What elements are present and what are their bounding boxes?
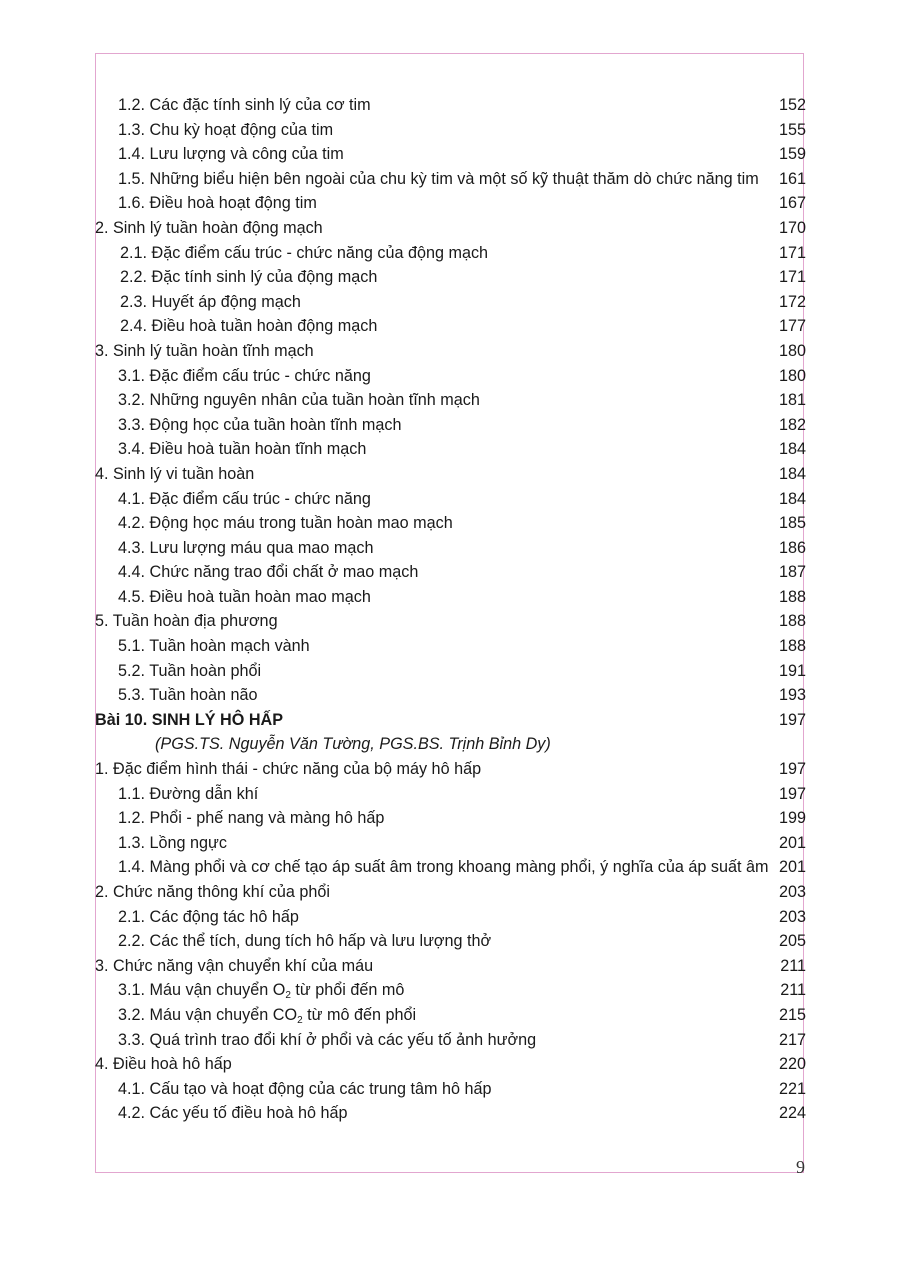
toc-entry-page: 171 [778,243,806,262]
toc-entry [0,93,901,118]
toc-entry-title: 2.1. Đặc điểm cấu trúc - chức năng của động mạch [120,243,489,262]
toc-entry-title: 2.4. Điều hoà tuần hoàn động mạch [120,317,378,336]
toc-entry-title: 5.3. Tuần hoàn não [118,686,258,705]
toc-entry-page: 180 [778,366,806,385]
toc-entry-page: 201 [778,858,806,877]
toc-entry-page: 224 [778,1104,806,1123]
toc-entry-title: Bài 10. SINH LÝ HÔ HẤP [95,710,283,729]
toc-entry [0,609,901,634]
toc-entry-page: 199 [778,809,806,828]
toc-entry-page: 217 [778,1030,806,1049]
toc-entry [0,1028,901,1053]
toc-entry [0,585,901,610]
toc-entry-title: 3.1. Máu vận chuyển $O_2$ từ phổi đến mô [118,981,405,1002]
toc-entry-page: 193 [778,686,806,705]
toc-entry-title: 1.3. Chu kỳ hoạt động của tim [118,120,334,139]
toc-entry [0,487,901,512]
toc-entry [0,462,901,487]
toc-entry-title: 3.3. Động học của tuần hoàn tĩnh mạch [118,415,402,434]
toc-entry-page: 161 [778,169,806,188]
toc-entry-page: 167 [778,194,806,213]
toc-entry-page: 152 [778,96,806,114]
toc-entry-title: 3.2. Máu vận chuyển $CO_2$ từ mô đến phổi [118,1005,417,1026]
toc-entry-page: 171 [778,268,806,287]
toc-entry [0,241,901,266]
toc-entry [0,806,901,831]
toc-entry [0,314,901,339]
toc-entry-page: 201 [778,833,806,852]
toc-entry-page: 185 [778,514,806,533]
toc-entry-title: 2. Chức năng thông khí của phổi [95,883,330,901]
toc-entry-title: 4. Điều hoà hô hấp [95,1055,232,1074]
toc-entry-page: 184 [778,440,806,459]
toc-entry [0,1003,901,1028]
toc-entry-page: 186 [778,538,806,557]
toc-entry [0,388,901,413]
toc-entry [0,413,901,438]
toc-entry-page: 159 [778,145,806,164]
toc-entry-title: 4.2. Động học máu trong tuần hoàn mao mạch [118,514,453,533]
toc-entry [0,142,901,167]
toc-entry-page: 188 [778,637,806,656]
toc-entry [0,339,901,364]
toc-entry [0,437,901,462]
toc-entry-title: 3.3. Quá trình trao đổi khí ở phổi và các yếu tố ảnh hưởng [118,1030,537,1049]
toc-entry-page: 181 [778,391,806,410]
toc-entry-title: 3.2. Những nguyên nhân của tuần hoàn tĩnh mạch [118,391,480,410]
toc-entry-page: 203 [778,883,806,901]
toc-entry-title: 5.1. Tuần hoàn mạch vành [118,637,310,656]
toc-entry [0,978,901,1003]
toc-entry-title: 1.1. Đường dẫn khí [118,784,259,803]
toc-entry [0,855,901,880]
toc-entry [0,1052,901,1077]
toc-entry-title: 2.3. Huyết áp động mạch [120,292,301,311]
toc-entry [0,782,901,807]
toc-entry-page: 155 [778,120,806,139]
toc-entry-page: 221 [778,1079,806,1098]
toc-entry-page: 211 [780,956,806,975]
toc-entry-page: 197 [778,784,806,803]
toc-entry-page: 177 [778,317,806,336]
toc-entry [0,118,901,143]
toc-entry-title: 1.2. Các đặc tính sinh lý của cơ tim [118,96,371,114]
toc-entry-title: 1.3. Lồng ngực [118,833,227,852]
toc-entry-title: 2.2. Các thể tích, dung tích hô hấp và lưu lượng thở [118,932,492,951]
toc-entry-title: 4.2. Các yếu tố điều hoà hô hấp [118,1104,348,1123]
toc-entry-page: 205 [778,932,806,951]
toc-entry-page: 187 [778,563,806,582]
toc-entry [0,1077,901,1102]
table-of-contents [0,93,901,1126]
toc-entry-title: 4.1. Cấu tạo và hoạt động của các trung tâm hô hấp [118,1079,492,1098]
toc-entry-page: 203 [778,907,806,926]
toc-entry-title: 4.5. Điều hoà tuần hoàn mao mạch [118,587,371,606]
toc-entry-page: 172 [778,292,806,311]
toc-entry [0,536,901,561]
toc-entry-page: 197 [778,760,806,779]
toc-entry-page: 191 [778,661,806,680]
toc-entry [0,905,901,930]
toc-entry-title: 1.6. Điều hoà hoạt động tim [118,194,317,213]
toc-entry-title: 2.2. Đặc tính sinh lý của động mạch [120,268,378,287]
toc-entry [0,216,901,241]
toc-entry-title: 1.4. Lưu lượng và công của tim [118,145,344,164]
toc-entry-title: (PGS.TS. Nguyễn Văn Tường, PGS.BS. Trịnh Bỉnh Dy) [155,735,551,754]
toc-entry [0,560,901,585]
toc-entry-page: 215 [778,1005,806,1024]
toc-entry [0,191,901,216]
toc-entry-title: 1.2. Phổi - phế nang và màng hô hấp [118,809,385,828]
toc-entry-page: 184 [778,464,806,483]
toc-entry-page: 211 [780,981,806,1000]
toc-entry-title: 4.4. Chức năng trao đổi chất ở mao mạch [118,563,419,582]
toc-entry [0,954,901,979]
toc-entry-page: 182 [778,415,806,434]
toc-entry [0,265,901,290]
toc-entry-page: 197 [778,710,806,729]
chapter-heading [0,708,901,733]
toc-entry [0,290,901,315]
toc-entry-title: 4.3. Lưu lượng máu qua mao mạch [118,538,374,557]
toc-entry [0,1101,901,1126]
toc-entry [0,683,901,708]
toc-entry-title: 1. Đặc điểm hình thái - chức năng của bộ máy hô hấp [95,760,482,779]
toc-entry-page: 180 [778,341,806,360]
toc-entry [0,831,901,856]
toc-entry-page: 220 [778,1055,806,1074]
page-number: 9 [796,1157,805,1177]
toc-entry-page: 188 [778,612,806,631]
toc-entry-title: 5. Tuần hoàn địa phương [95,612,278,631]
toc-entry-title: 3.1. Đặc điểm cấu trúc - chức năng [118,366,371,385]
toc-entry [0,634,901,659]
toc-entry [0,511,901,536]
toc-entry-page: 188 [778,587,806,606]
toc-entry [0,659,901,684]
toc-entry-title: 4.1. Đặc điểm cấu trúc - chức năng [118,489,371,508]
toc-entry-title: 4. Sinh lý vi tuần hoàn [95,464,255,483]
toc-entry-page: 170 [778,218,806,237]
toc-entry [0,167,901,192]
toc-entry [0,880,901,905]
toc-entry-title: 3.4. Điều hoà tuần hoàn tĩnh mạch [118,440,367,459]
chapter-authors [0,732,901,757]
toc-entry-title: 1.4. Màng phổi và cơ chế tạo áp suất âm trong khoang màng phổi, ý nghĩa của áp suất âm [118,858,769,877]
toc-entry [0,757,901,782]
toc-entry [0,364,901,389]
toc-entry-title: 3. Sinh lý tuần hoàn tĩnh mạch [95,341,314,360]
toc-entry-title: 5.2. Tuần hoàn phổi [118,661,262,680]
toc-entry-title: 2.1. Các động tác hô hấp [118,907,299,926]
toc-entry-page: 184 [778,489,806,508]
toc-entry-title: 3. Chức năng vận chuyển khí của máu [95,956,374,975]
toc-entry-title: 1.5. Những biểu hiện bên ngoài của chu kỳ tim và một số kỹ thuật thăm dò chức năng tim [118,169,759,188]
toc-entry [0,929,901,954]
toc-entry-title: 2. Sinh lý tuần hoàn động mạch [95,218,323,237]
